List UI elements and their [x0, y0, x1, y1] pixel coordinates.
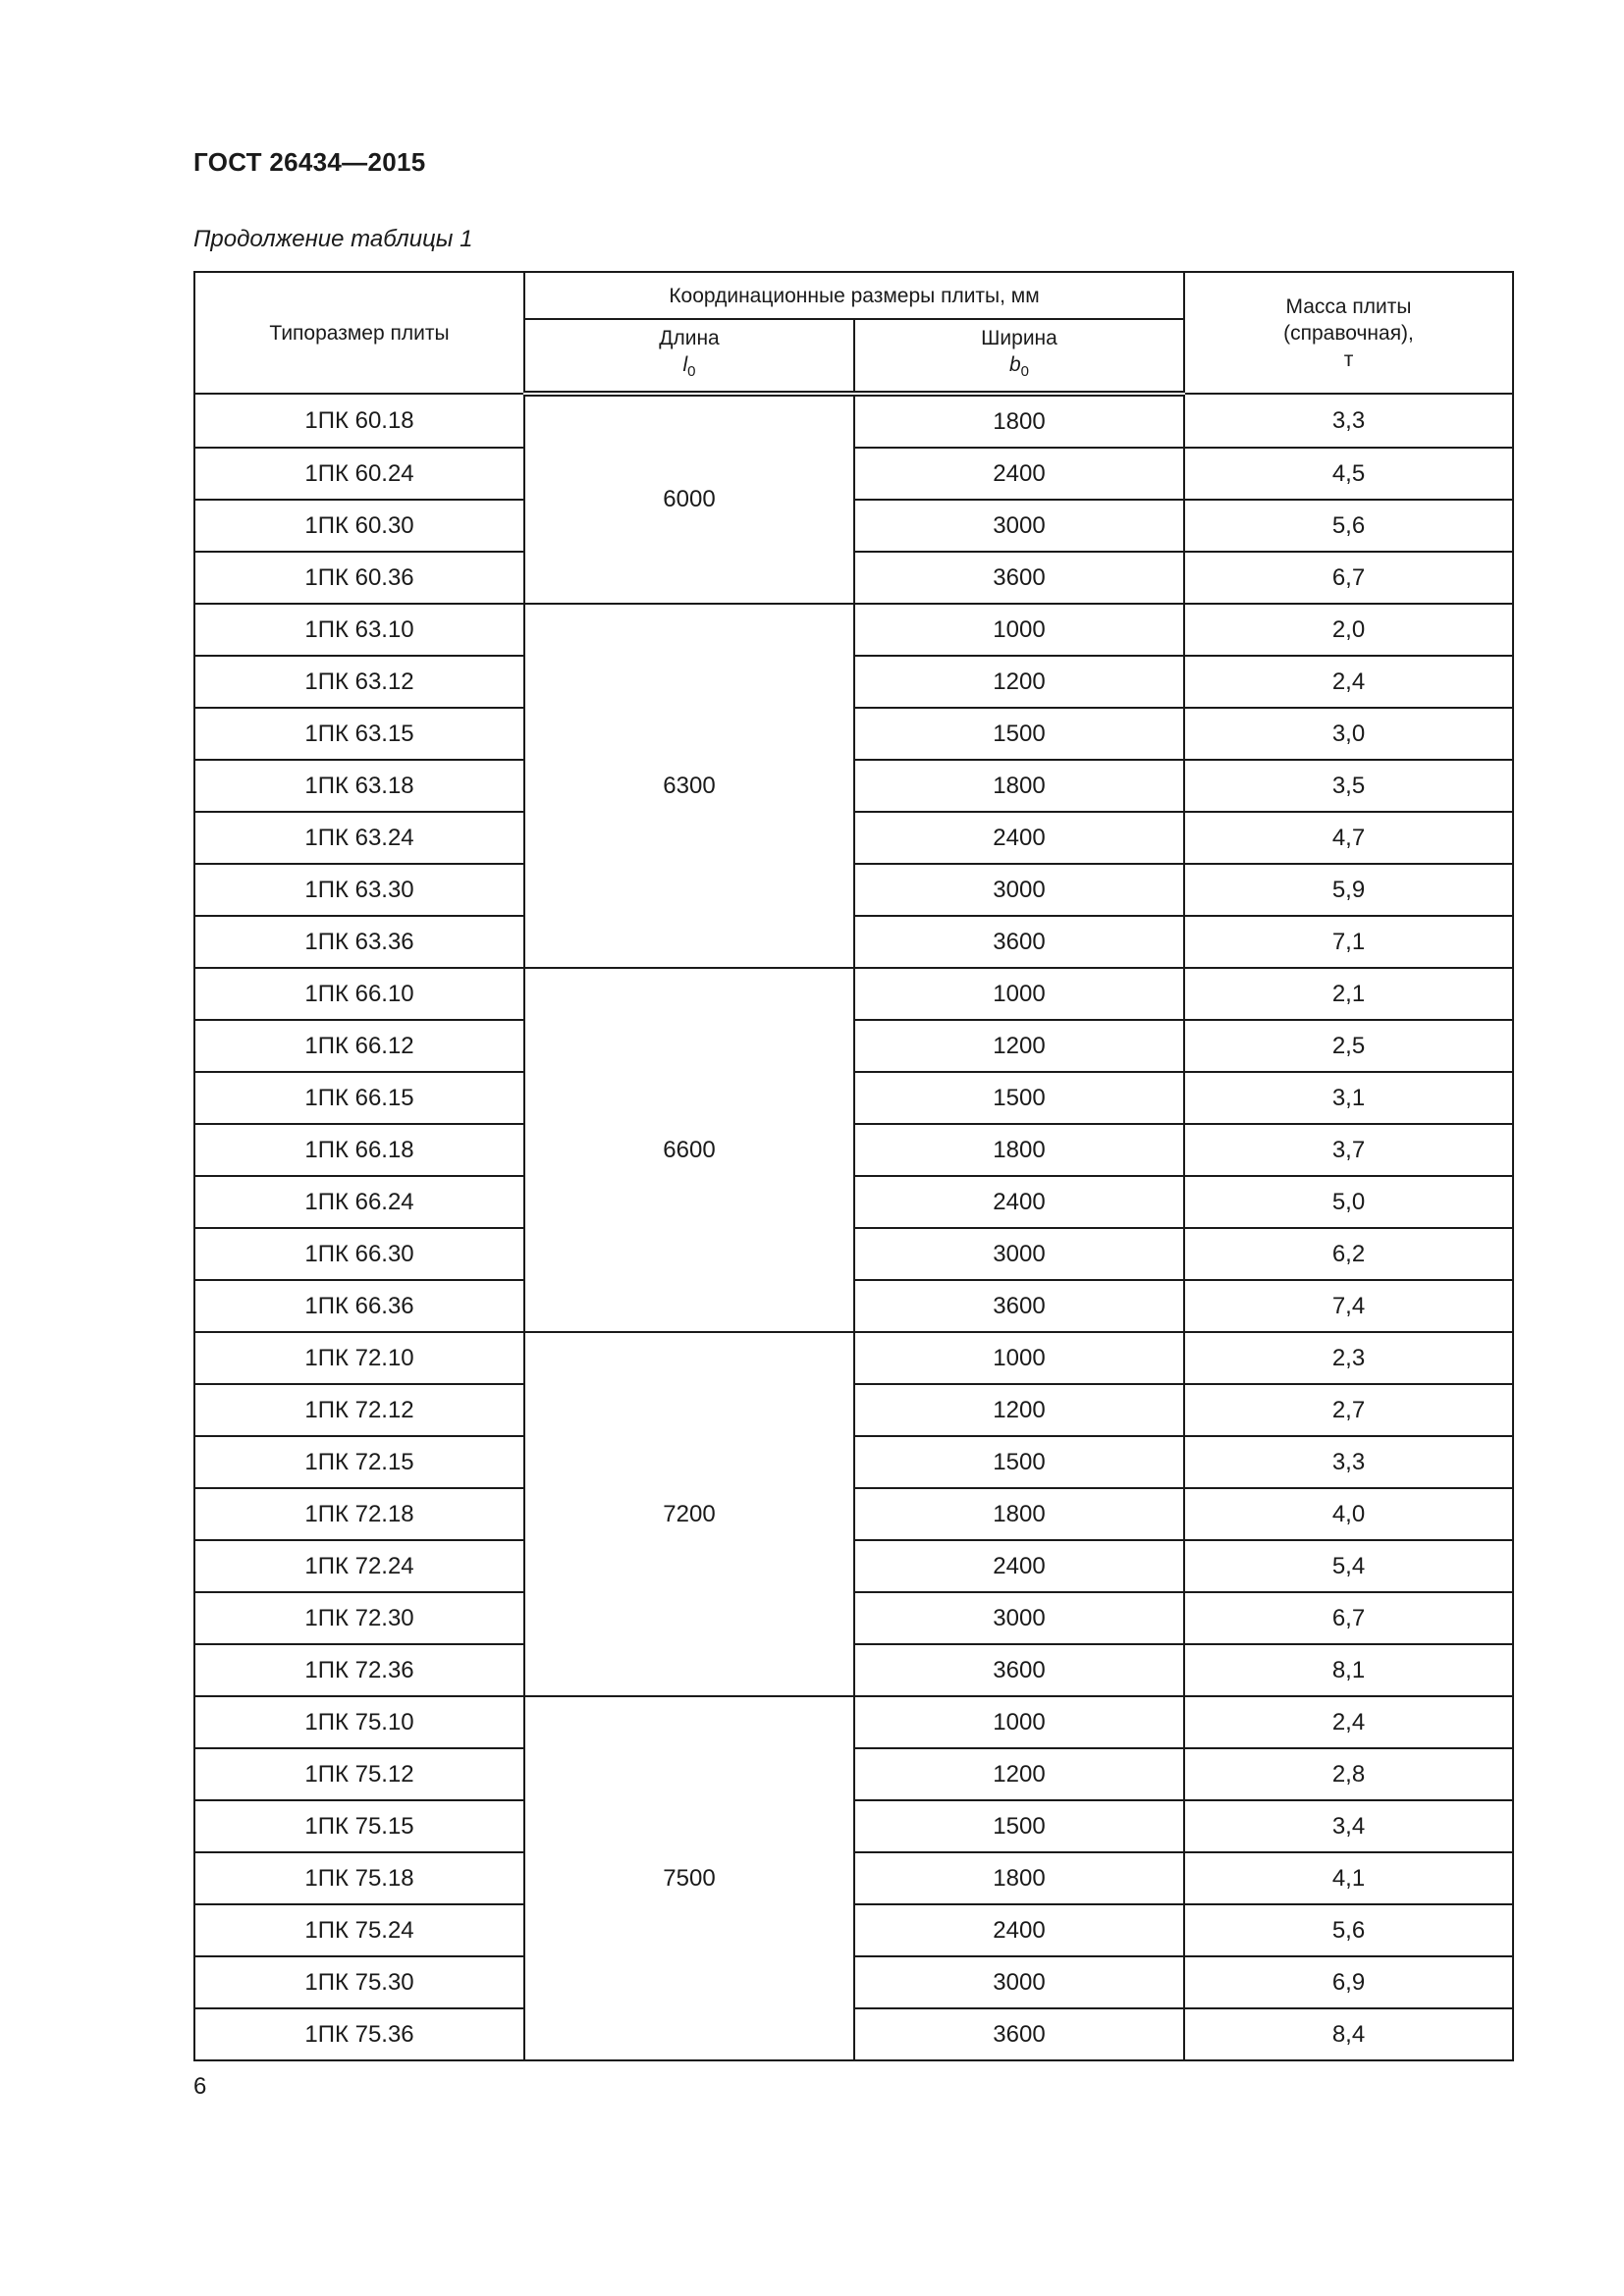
cell-width: 3000: [854, 1592, 1184, 1644]
table-row: [194, 760, 1513, 812]
table-row: [194, 1644, 1513, 1696]
cell-type: 1ПК 66.18: [194, 1124, 524, 1176]
cell-type: 1ПК 60.24: [194, 448, 524, 500]
header-type: Типоразмер плиты: [194, 272, 524, 394]
table-row: [194, 1124, 1513, 1176]
cell-mass: 3,5: [1184, 760, 1513, 812]
cell-type: 1ПК 63.36: [194, 916, 524, 968]
table-body: [194, 394, 1513, 2060]
cell-type: 1ПК 63.15: [194, 708, 524, 760]
cell-width: 1500: [854, 1436, 1184, 1488]
cell-length: 6600: [524, 968, 854, 1332]
cell-width: 1200: [854, 1384, 1184, 1436]
cell-mass: 8,4: [1184, 2008, 1513, 2060]
cell-width: 1800: [854, 394, 1184, 448]
table-row: [194, 1436, 1513, 1488]
cell-type: 1ПК 75.24: [194, 1904, 524, 1956]
cell-mass: 2,0: [1184, 604, 1513, 656]
header-width-symbol: $b_0$: [1008, 353, 1030, 381]
cell-mass: 3,3: [1184, 394, 1513, 448]
table-row: [194, 864, 1513, 916]
cell-width: 3600: [854, 552, 1184, 604]
cell-width: 1200: [854, 1748, 1184, 1800]
cell-width: 1000: [854, 968, 1184, 1020]
cell-type: 1ПК 63.10: [194, 604, 524, 656]
cell-mass: 7,1: [1184, 916, 1513, 968]
cell-type: 1ПК 72.24: [194, 1540, 524, 1592]
table-row: [194, 1540, 1513, 1592]
cell-width: 1500: [854, 1072, 1184, 1124]
cell-mass: 6,7: [1184, 1592, 1513, 1644]
cell-type: 1ПК 72.15: [194, 1436, 524, 1488]
cell-mass: 4,5: [1184, 448, 1513, 500]
cell-type: 1ПК 72.10: [194, 1332, 524, 1384]
table-row: [194, 1072, 1513, 1124]
table-row: [194, 1176, 1513, 1228]
cell-mass: 2,4: [1184, 1696, 1513, 1748]
table-row: [194, 812, 1513, 864]
document-header: ГОСТ 26434—2015: [193, 147, 426, 177]
cell-length: 7500: [524, 1696, 854, 2060]
cell-mass: 6,2: [1184, 1228, 1513, 1280]
table-row: [194, 1332, 1513, 1384]
cell-type: 1ПК 60.36: [194, 552, 524, 604]
cell-width: 3000: [854, 1956, 1184, 2008]
cell-width: 3600: [854, 1280, 1184, 1332]
cell-type: 1ПК 75.30: [194, 1956, 524, 2008]
header-coord-group: Координационные размеры плиты, мм: [524, 272, 1184, 319]
table-row: [194, 448, 1513, 500]
header-length: [524, 319, 854, 394]
cell-type: 1ПК 72.36: [194, 1644, 524, 1696]
header-length-symbol: $l_0$: [682, 353, 696, 381]
table-row: [194, 916, 1513, 968]
cell-mass: 6,9: [1184, 1956, 1513, 2008]
cell-mass: 3,3: [1184, 1436, 1513, 1488]
table-row: [194, 1280, 1513, 1332]
cell-type: 1ПК 72.18: [194, 1488, 524, 1540]
cell-width: 3000: [854, 864, 1184, 916]
cell-length: 7200: [524, 1332, 854, 1696]
table-row: [194, 1956, 1513, 2008]
cell-width: 1800: [854, 1488, 1184, 1540]
cell-width: 1200: [854, 1020, 1184, 1072]
cell-mass: 4,7: [1184, 812, 1513, 864]
table-row: [194, 1748, 1513, 1800]
table-row: [194, 656, 1513, 708]
table-row: [194, 552, 1513, 604]
cell-type: 1ПК 75.18: [194, 1852, 524, 1904]
header-length-label: Длина: [659, 327, 720, 350]
cell-width: 2400: [854, 1904, 1184, 1956]
cell-mass: 2,7: [1184, 1384, 1513, 1436]
cell-mass: 3,4: [1184, 1800, 1513, 1852]
table-row: [194, 1384, 1513, 1436]
cell-type: 1ПК 75.10: [194, 1696, 524, 1748]
cell-type: 1ПК 66.15: [194, 1072, 524, 1124]
cell-type: 1ПК 63.30: [194, 864, 524, 916]
cell-width: 2400: [854, 812, 1184, 864]
cell-type: 1ПК 72.30: [194, 1592, 524, 1644]
table-row: [194, 968, 1513, 1020]
page-number: 6: [193, 2073, 207, 2100]
cell-type: 1ПК 63.12: [194, 656, 524, 708]
cell-width: 1500: [854, 1800, 1184, 1852]
table-row: [194, 1904, 1513, 1956]
table-row: [194, 1592, 1513, 1644]
header-width: [854, 319, 1184, 394]
cell-type: 1ПК 66.10: [194, 968, 524, 1020]
table-row: [194, 1800, 1513, 1852]
cell-width: 3000: [854, 1228, 1184, 1280]
cell-mass: 2,4: [1184, 656, 1513, 708]
cell-mass: 2,1: [1184, 968, 1513, 1020]
cell-mass: 5,6: [1184, 1904, 1513, 1956]
cell-type: 1ПК 63.18: [194, 760, 524, 812]
cell-type: 1ПК 75.36: [194, 2008, 524, 2060]
slab-table: [193, 271, 1514, 2061]
header-mass-line3: т: [1343, 347, 1354, 371]
cell-mass: 2,3: [1184, 1332, 1513, 1384]
cell-width: 1000: [854, 1696, 1184, 1748]
cell-length: 6300: [524, 604, 854, 968]
table-row: [194, 1852, 1513, 1904]
cell-type: 1ПК 75.12: [194, 1748, 524, 1800]
cell-mass: 8,1: [1184, 1644, 1513, 1696]
cell-type: 1ПК 66.12: [194, 1020, 524, 1072]
cell-mass: 3,1: [1184, 1072, 1513, 1124]
cell-width: 1800: [854, 1124, 1184, 1176]
cell-type: 1ПК 66.36: [194, 1280, 524, 1332]
cell-type: 1ПК 60.18: [194, 394, 524, 448]
cell-mass: 2,8: [1184, 1748, 1513, 1800]
cell-mass: 4,0: [1184, 1488, 1513, 1540]
table-caption: Продолжение таблицы 1: [193, 226, 473, 252]
cell-mass: 7,4: [1184, 1280, 1513, 1332]
cell-width: 2400: [854, 1540, 1184, 1592]
table-row: [194, 604, 1513, 656]
cell-type: 1ПК 75.15: [194, 1800, 524, 1852]
table-row: [194, 1696, 1513, 1748]
cell-width: 1500: [854, 708, 1184, 760]
table-row: [194, 1488, 1513, 1540]
cell-width: 1000: [854, 604, 1184, 656]
cell-mass: 5,6: [1184, 500, 1513, 552]
cell-width: 2400: [854, 448, 1184, 500]
cell-mass: 5,4: [1184, 1540, 1513, 1592]
cell-length: 6000: [524, 394, 854, 604]
cell-type: 1ПК 60.30: [194, 500, 524, 552]
cell-mass: 3,0: [1184, 708, 1513, 760]
cell-mass: 6,7: [1184, 552, 1513, 604]
cell-width: 3000: [854, 500, 1184, 552]
table-row: [194, 500, 1513, 552]
cell-width: 1000: [854, 1332, 1184, 1384]
header-mass: [1184, 272, 1513, 394]
cell-mass: 5,0: [1184, 1176, 1513, 1228]
cell-type: 1ПК 66.30: [194, 1228, 524, 1280]
table-row: [194, 1228, 1513, 1280]
cell-width: 3600: [854, 916, 1184, 968]
cell-mass: 5,9: [1184, 864, 1513, 916]
table-header: [194, 272, 1513, 394]
cell-type: 1ПК 63.24: [194, 812, 524, 864]
cell-mass: 2,5: [1184, 1020, 1513, 1072]
header-width-label: Ширина: [981, 327, 1057, 350]
cell-width: 3600: [854, 2008, 1184, 2060]
cell-width: 3600: [854, 1644, 1184, 1696]
table-row: [194, 2008, 1513, 2060]
header-mass-line1: Масса плиты: [1285, 294, 1412, 318]
cell-width: 1800: [854, 760, 1184, 812]
cell-type: 1ПК 72.12: [194, 1384, 524, 1436]
cell-mass: 3,7: [1184, 1124, 1513, 1176]
cell-type: 1ПК 66.24: [194, 1176, 524, 1228]
cell-width: 2400: [854, 1176, 1184, 1228]
table-row: [194, 1020, 1513, 1072]
cell-width: 1200: [854, 656, 1184, 708]
cell-mass: 4,1: [1184, 1852, 1513, 1904]
cell-width: 1800: [854, 1852, 1184, 1904]
table-row: [194, 708, 1513, 760]
table-row: [194, 394, 1513, 448]
header-mass-line2: (справочная),: [1283, 321, 1414, 345]
